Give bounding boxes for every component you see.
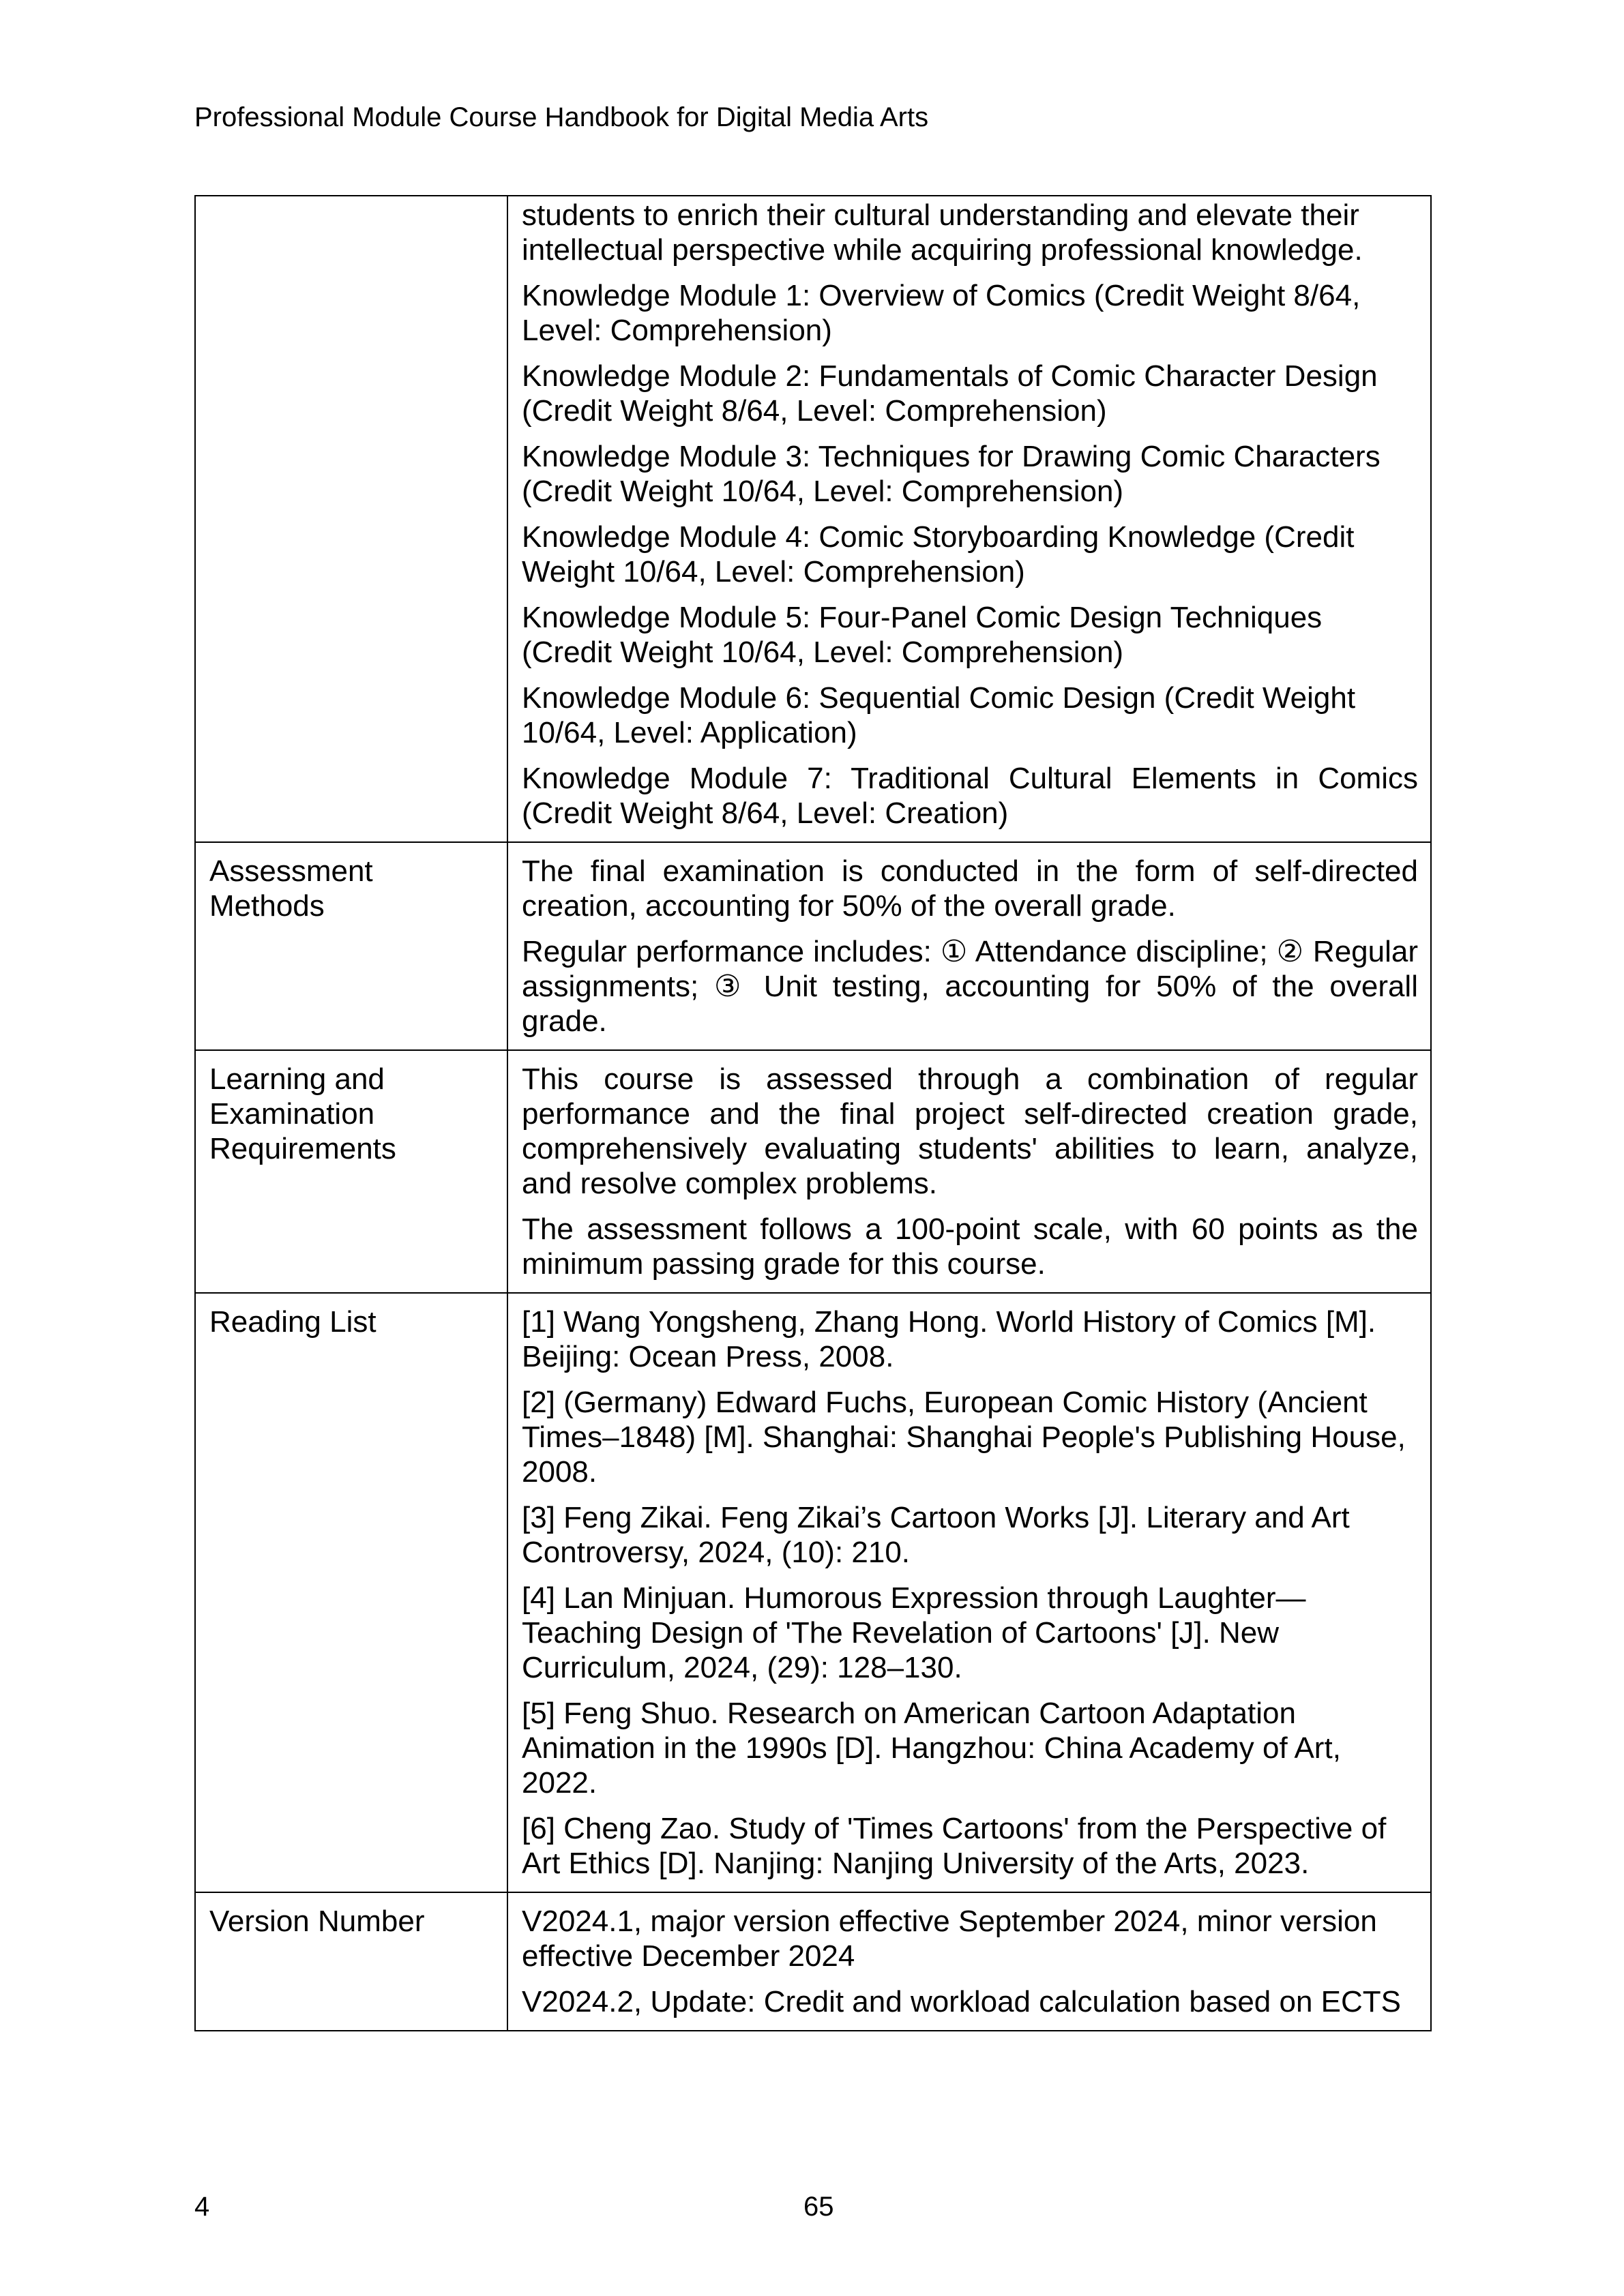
row-label: [195, 196, 507, 842]
content-paragraph: Knowledge Module 6: Sequential Comic Design (Credit Weight 10/64, Level: Application): [522, 681, 1356, 749]
content-paragraph: Knowledge Module 4: Comic Storyboarding Knowledge (Credit Weight 10/64, Level: Comprehension): [522, 520, 1355, 588]
row-content: [507, 1050, 1431, 1293]
reading-list-item: [2] (Germany) Edward Fuchs, European Comic History (Ancient Times–1848) [M]. Shanghai: Shanghai People's Publishing House, 2008.: [522, 1386, 1406, 1489]
row-content: [507, 842, 1431, 1050]
content-paragraph: This course is assessed through a combination of regular performance and the final project self-directed creation grade, comprehensively evaluating students' abilities to learn, analyze, and resolve complex problems.: [522, 1062, 1418, 1200]
content-paragraph: The assessment follows a 100-point scale, with 60 points as the minimum passing grade for this course.: [522, 1212, 1418, 1281]
footer-page-number-left: 4: [194, 2192, 210, 2222]
table-row-learning-requirements: [195, 1050, 1431, 1293]
content-paragraph: Knowledge Module 3: Techniques for Drawing Comic Characters (Credit Weight 10/64, Level: Comprehension): [522, 440, 1381, 508]
table-row-assessment-methods: [195, 842, 1431, 1050]
reading-list-item: [5] Feng Shuo. Research on American Cartoon Adaptation Animation in the 1990s [D]. Hangzhou: China Academy of Art, 2022.: [522, 1697, 1341, 1800]
row-label: Reading List: [195, 1293, 507, 1892]
content-paragraph: students to enrich their cultural understanding and elevate their intellectual perspective while acquiring professional knowledge.: [522, 198, 1363, 267]
content-paragraph: Knowledge Module 5: Four-Panel Comic Design Techniques (Credit Weight 10/64, Level: Comprehension): [522, 601, 1323, 669]
content-paragraph: Knowledge Module 2: Fundamentals of Comic Character Design (Credit Weight 8/64, Level: Comprehension): [522, 359, 1378, 428]
reading-list-item: [3] Feng Zikai. Feng Zikai’s Cartoon Works [J]. Literary and Art Controversy, 2024, (10): 210.: [522, 1501, 1350, 1569]
row-content: [507, 196, 1431, 842]
table-row-reading-list: [195, 1293, 1431, 1892]
row-label: Learning and Examination Requirements: [195, 1050, 507, 1293]
reading-list-item: [4] Lan Minjuan. Humorous Expression through Laughter—Teaching Design of 'The Revelation of Cartoons' [J]. New Curriculum, 2024, (29): 128–130.: [522, 1581, 1306, 1684]
content-paragraph: Knowledge Module 7: Traditional Cultural Elements in Comics (Credit Weight 8/64, Level: Creation): [522, 762, 1418, 830]
content-paragraph: V2024.2, Update: Credit and workload calculation based on ECTS: [522, 1985, 1401, 2018]
reading-list-item: [6] Cheng Zao. Study of 'Times Cartoons' from the Perspective of Art Ethics [D]. Nanjing: Nanjing University of the Arts, 2023.: [522, 1812, 1387, 1880]
table-row-version-number: [195, 1892, 1431, 2031]
row-label: Version Number: [195, 1892, 507, 2031]
content-paragraph: Regular performance includes: ① Attendance discipline; ② Regular assignments; ③ Unit testing, accounting for 50% of the overall grade.: [522, 935, 1418, 1038]
reading-list-item: [1] Wang Yongsheng, Zhang Hong. World History of Comics [M]. Beijing: Ocean Press, 2008.: [522, 1305, 1376, 1373]
module-table: [194, 195, 1432, 2031]
content-paragraph: The final examination is conducted in the form of self-directed creation, accounting for 50% of the overall grade.: [522, 854, 1418, 923]
content-paragraph: Knowledge Module 1: Overview of Comics (Credit Weight 8/64, Level: Comprehension): [522, 279, 1361, 347]
content-paragraph: V2024.1, major version effective September 2024, minor version effective December 2024: [522, 1905, 1377, 1973]
row-content: [507, 1892, 1431, 2031]
table-row-continued: [195, 196, 1431, 842]
footer-page-number-center: 65: [803, 2192, 834, 2222]
row-content: [507, 1293, 1431, 1892]
row-label: Assessment Methods: [195, 842, 507, 1050]
page-header: Professional Module Course Handbook for Digital Media Arts: [194, 102, 929, 132]
